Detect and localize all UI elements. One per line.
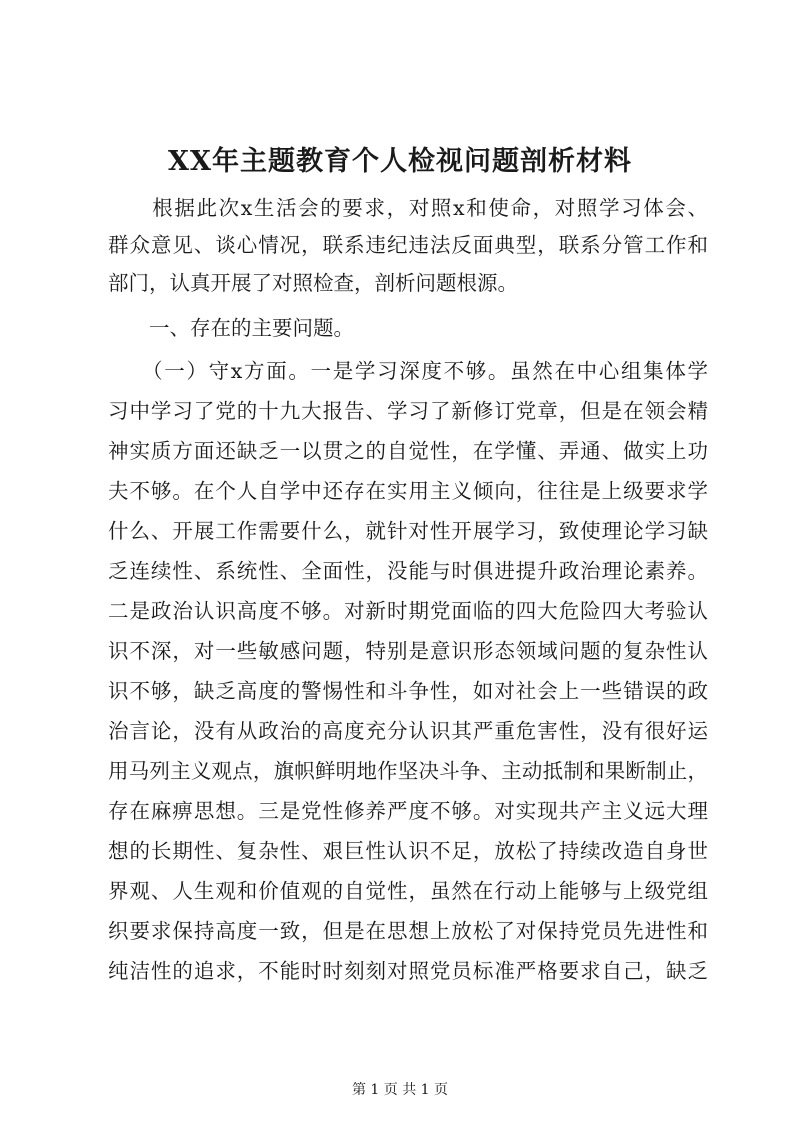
body-line: （一）守x方面。一是学习深度不够。虽然在中心组集体学 — [108, 359, 708, 383]
body-line: 习中学习了党的十九大报告、学习了新修订党章，但是在领会精 — [108, 399, 708, 423]
page-number-footer: 第 1 页 共 1 页 — [351, 1082, 449, 1098]
body-line: 二是政治认识高度不够。对新时期党面临的四大危险四大考验认 — [108, 599, 708, 623]
body-line: 纯洁性的追求，不能时时刻刻对照党员标准严格要求自己，缺乏 — [108, 959, 708, 983]
section-heading: 一、存在的主要问题。 — [108, 316, 354, 340]
body-line: 用马列主义观点，旗帜鲜明地作坚决斗争、主动抵制和果断制止， — [108, 759, 708, 783]
body-line: 治言论，没有从政治的高度充分认识其严重危害性，没有很好运 — [108, 719, 708, 743]
body-line: 乏连续性、系统性、全面性，没能与时俱进提升政治理论素养。 — [108, 559, 708, 583]
body-line: 想的长期性、复杂性、艰巨性认识不足，放松了持续改造自身世 — [108, 839, 708, 863]
body-line: 识不够，缺乏高度的警惕性和斗争性，如对社会上一些错误的政 — [108, 679, 708, 703]
body-line: 界观、人生观和价值观的自觉性，虽然在行动上能够与上级党组 — [108, 879, 708, 903]
body-line: 织要求保持高度一致，但是在思想上放松了对保持党员先进性和 — [108, 919, 708, 943]
document-title: XX年主题教育个人检视问题剖析材料 — [168, 146, 632, 177]
body-line: 部门，认真开展了对照检查，剖析问题根源。 — [108, 271, 518, 295]
body-line: 群众意见、谈心情况，联系违纪违法反面典型，联系分管工作和 — [108, 233, 708, 257]
body-line: 存在麻痹思想。三是党性修养严度不够。对实现共产主义远大理 — [108, 799, 708, 823]
body-line: 什么、开展工作需要什么，就针对性开展学习，致使理论学习缺 — [108, 519, 708, 543]
body-line: 识不深，对一些敏感问题，特别是意识形态领域问题的复杂性认 — [108, 639, 708, 663]
body-line: 神实质方面还缺乏一以贯之的自觉性，在学懂、弄通、做实上功 — [108, 439, 708, 463]
body-line: 夫不够。在个人自学中还存在实用主义倾向，往往是上级要求学 — [108, 479, 708, 503]
body-line: 根据此次x生活会的要求，对照x和使命，对照学习体会、 — [108, 196, 708, 220]
